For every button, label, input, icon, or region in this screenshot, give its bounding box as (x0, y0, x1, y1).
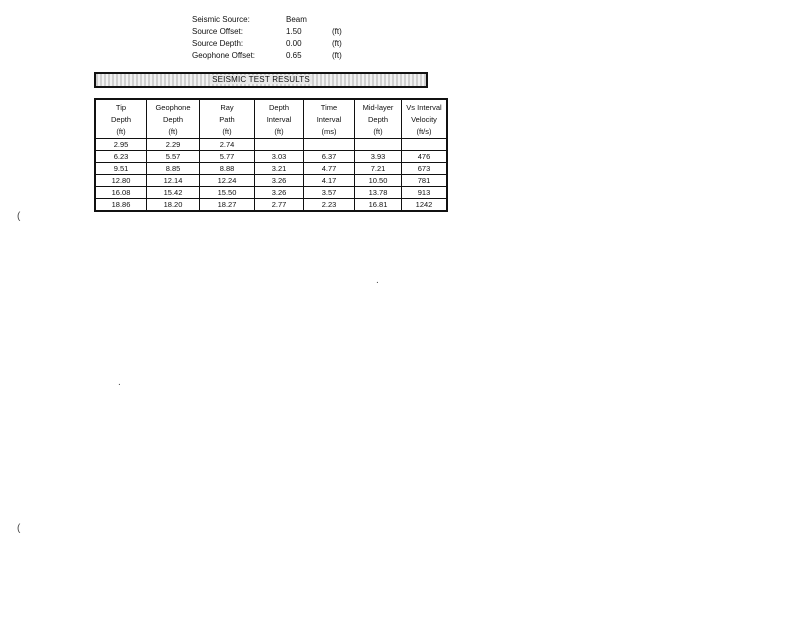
table-header-row (95, 99, 447, 139)
seismic-results-table (94, 98, 448, 212)
parameter-label: Geophone Offset: (192, 51, 256, 60)
cell-tip-depth: 18.86 (95, 199, 147, 212)
parameter-row-seismic-source (192, 14, 362, 26)
cell-vs-interval-velocity: 476 (402, 151, 448, 163)
cell-time-interval: 6.37 (304, 151, 355, 163)
table-body (95, 139, 447, 212)
table-row (95, 151, 447, 163)
cell-depth-interval: 2.77 (255, 199, 304, 212)
cell-tip-depth: 6.23 (95, 151, 147, 163)
cell-ray-path: 8.88 (200, 163, 255, 175)
cell-geophone-depth: 12.14 (147, 175, 200, 187)
cell-mid-layer-depth: 13.78 (355, 187, 402, 199)
column-header-depth-interval: Depth Interval (ft) (255, 99, 304, 139)
cell-vs-interval-velocity: 673 (402, 163, 448, 175)
cell-vs-interval-velocity: 1242 (402, 199, 448, 212)
cell-tip-depth: 9.51 (95, 163, 147, 175)
column-header-mid-layer-depth: Mid-layer Depth (ft) (355, 99, 402, 139)
cell-mid-layer-depth: 10.50 (355, 175, 402, 187)
cell-geophone-depth: 5.57 (147, 151, 200, 163)
table-row (95, 175, 447, 187)
parameter-value: 0.65 (286, 51, 302, 60)
cell-tip-depth: 12.80 (95, 175, 147, 187)
parameter-row-geophone-offset (192, 50, 362, 62)
parameter-value: 1.50 (286, 27, 302, 36)
results-banner (94, 72, 428, 88)
cell-mid-layer-depth: 3.93 (355, 151, 402, 163)
cell-depth-interval: 3.26 (255, 175, 304, 187)
column-header-geophone-depth: Geophone Depth (ft) (147, 99, 200, 139)
scan-mark: ( (17, 211, 21, 222)
table-row (95, 163, 447, 175)
parameter-unit: (ft) (332, 27, 342, 36)
cell-time-interval: 2.23 (304, 199, 355, 212)
cell-mid-layer-depth: 7.21 (355, 163, 402, 175)
scan-mark: . (376, 275, 379, 286)
parameter-value: 0.00 (286, 39, 302, 48)
column-header-ray-path: Ray Path (ft) (200, 99, 255, 139)
column-header-tip-depth: Tip Depth (ft) (95, 99, 147, 139)
cell-ray-path: 12.24 (200, 175, 255, 187)
parameter-unit: (ft) (332, 39, 342, 48)
cell-time-interval: 3.57 (304, 187, 355, 199)
cell-ray-path: 5.77 (200, 151, 255, 163)
cell-time-interval: 4.17 (304, 175, 355, 187)
cell-vs-interval-velocity: 913 (402, 187, 448, 199)
scan-mark: ( (17, 523, 21, 534)
parameter-unit (332, 14, 362, 26)
column-header-time-interval: Time Interval (ms) (304, 99, 355, 139)
cell-mid-layer-depth: 16.81 (355, 199, 402, 212)
cell-vs-interval-velocity: 781 (402, 175, 448, 187)
column-header-vs-interval-velocity: Vs Interval Velocity (ft/s) (402, 99, 448, 139)
cell-mid-layer-depth (355, 139, 402, 151)
parameter-unit: (ft) (332, 51, 342, 60)
parameter-row-source-depth (192, 38, 362, 50)
parameter-value: Beam (286, 15, 307, 24)
cell-tip-depth: 2.95 (95, 139, 147, 151)
cell-time-interval (304, 139, 355, 151)
cell-time-interval: 4.77 (304, 163, 355, 175)
source-parameters (192, 14, 362, 62)
parameter-label: Seismic Source: (192, 15, 250, 24)
cell-depth-interval: 3.26 (255, 187, 304, 199)
cell-tip-depth: 16.08 (95, 187, 147, 199)
cell-geophone-depth: 8.85 (147, 163, 200, 175)
cell-ray-path: 18.27 (200, 199, 255, 212)
parameter-row-source-offset (192, 26, 362, 38)
cell-vs-interval-velocity (402, 139, 448, 151)
cell-geophone-depth: 18.20 (147, 199, 200, 212)
scan-mark: . (118, 377, 121, 388)
table-row (95, 199, 447, 212)
cell-ray-path: 15.50 (200, 187, 255, 199)
cell-depth-interval: 3.03 (255, 151, 304, 163)
cell-ray-path: 2.74 (200, 139, 255, 151)
cell-depth-interval (255, 139, 304, 151)
results-banner-title: SEISMIC TEST RESULTS (212, 75, 310, 84)
cell-geophone-depth: 2.29 (147, 139, 200, 151)
parameter-label: Source Offset: (192, 27, 243, 36)
table-row (95, 139, 447, 151)
table-row (95, 187, 447, 199)
cell-depth-interval: 3.21 (255, 163, 304, 175)
cell-geophone-depth: 15.42 (147, 187, 200, 199)
parameter-label: Source Depth: (192, 39, 244, 48)
